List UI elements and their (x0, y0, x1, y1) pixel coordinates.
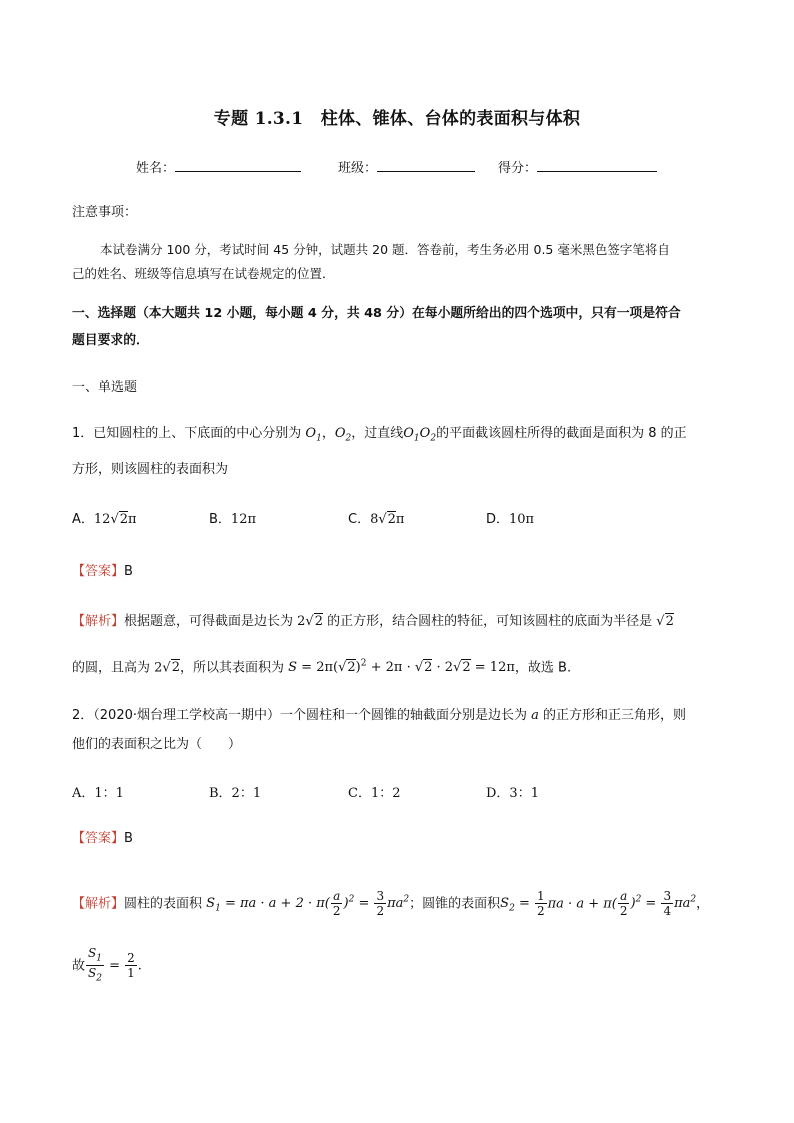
q1-option-c[interactable] (348, 510, 404, 530)
q2-stem-b: 的正方形和正三角形，则 (543, 708, 687, 723)
q2-formula-s2-c: )$^2$ = (630, 895, 661, 912)
q2-analysis-label: 【解析】 (72, 896, 125, 912)
score-blank[interactable] (537, 160, 657, 172)
q2-analysis-c: ， (696, 896, 710, 912)
q1-option-a[interactable] (72, 510, 137, 530)
q2-frac-3-over-2: $\frac{3}{2}$ (376, 889, 385, 919)
q1-stem-line-2: 方形，则该圆柱的表面积为 (72, 462, 229, 477)
q1-analysis-line-1 (72, 612, 674, 632)
q2-formula-s2-d: $\pi a^2$ (674, 895, 697, 912)
q2-formula-s2-b: πa · a + π( (547, 896, 617, 912)
q1-option-c-formula: 8√2π (370, 512, 405, 527)
q1-answer-label: 【答案】 (72, 564, 125, 579)
q2-conclusion (72, 946, 142, 986)
q1-analysis-a: 根据题意，可得截面是边长为 (124, 614, 294, 629)
q2-option-a[interactable]: A．1：1 (72, 786, 124, 801)
q2-formula-a: a (527, 708, 544, 723)
q1-option-c-label: C． (348, 512, 371, 527)
q2-answer-label: 【答案】 (72, 831, 125, 846)
q1-option-b-formula: 12π (230, 512, 257, 527)
q1-formula-side: 2√2 (293, 614, 323, 629)
sub-heading: 一、单选题 (72, 380, 138, 395)
q2-frac-2-over-1: $\frac{2}{1}$ (127, 951, 135, 981)
q2-answer-value: B (124, 831, 133, 846)
q1-answer-value: B (124, 564, 133, 579)
name-label: 姓名： (136, 161, 176, 176)
q2-conclusion-prefix: 故 (72, 958, 86, 974)
class-label: 班级： (338, 161, 378, 176)
q1-answer (72, 562, 133, 582)
q2-option-c[interactable]: C．1：2 (348, 786, 401, 801)
q2-formula-s1: $S_1 = \pi a \cdot a + 2 \cdot \pi$( (202, 896, 330, 914)
notice-line-1: 本试卷满分 100 分，考试时间 45 分钟，试题共 20 题．答卷前，考生务必用 0.5 毫米黑色签字笔将自 (100, 242, 670, 257)
q2-frac-1-over-2: $\frac{1}{2}$ (536, 889, 545, 919)
q2-formula-s1-b: )$^2$ = (343, 895, 374, 912)
notice-line-2: 己的姓名、班级等信息填写在试卷规定的位置． (72, 266, 335, 281)
q2-formula-s1-c: $\pi a^2$ (387, 895, 410, 912)
q1-formula-surface: $S = 2\pi(√2)^2 + 2\pi \cdot √2 \cdot 2√2 = 12\pi$ (288, 659, 515, 676)
q2-formula-end: . (137, 958, 142, 974)
q1-option-d-formula: 10π (509, 512, 535, 527)
q1-option-b[interactable] (209, 510, 256, 530)
q1-option-d[interactable] (486, 510, 534, 530)
q2-stem-line-1 (72, 706, 686, 726)
q2-frac-a-over-2: $\frac{a}{2}$ (332, 889, 341, 919)
q1-analysis-c: 的圆，且高为 (72, 660, 151, 676)
q2-analysis-a: 圆柱的表面积 (124, 896, 203, 912)
q1-formula-o1o2: $O_1O_2$ (403, 426, 437, 444)
section-heading-line-2: 题目要求的． (72, 333, 149, 348)
q1-analysis-line-2 (72, 654, 571, 678)
class-blank[interactable] (377, 160, 475, 172)
q1-option-d-label: D． (486, 512, 510, 527)
name-field-group (136, 157, 301, 176)
q2-frac-a-over-2-b: $\frac{a}{2}$ (619, 889, 628, 919)
q1-option-b-label: B． (209, 512, 231, 527)
page-title: 专题 1.3.1 柱体、锥体、台体的表面积与体积 (213, 109, 581, 129)
q1-stem-a: 1．已知圆柱的上、下底面的中心分别为 (72, 426, 302, 441)
q2-option-b[interactable]: B．2：1 (209, 786, 262, 801)
q2-answer (72, 829, 133, 849)
q1-analysis-label: 【解析】 (72, 614, 125, 629)
q1-stem-line-1: 1．已知圆柱的上、下底面的中心分别为 $O_1$，$O_2$，过直线$O_1O_2$的平面截该圆柱所得的截面是面积为 8 的正 (72, 426, 687, 444)
name-blank[interactable] (175, 160, 301, 172)
notice-heading: 注意事项： (72, 205, 138, 220)
q2-option-d[interactable]: D．3：1 (486, 786, 539, 801)
q2-formula-s2: $S_2$ = (500, 896, 534, 914)
q2-analysis-line-1 (72, 884, 709, 925)
q2-stem-line-2: 他们的表面积之比为（ ） (72, 737, 242, 752)
q2-frac-s1-over-s2: $\frac{S_1}{S_2}$ (88, 946, 102, 984)
class-field-group (338, 157, 475, 176)
q1-option-a-label: A． (72, 512, 94, 527)
q1-formula-o1: $O_1$ (301, 426, 322, 444)
q1-formula-height: 2√2 (150, 660, 180, 676)
q1-option-a-formula: 12√2π (93, 512, 137, 527)
score-label: 得分： (498, 161, 538, 176)
score-field-group (498, 157, 657, 176)
q1-formula-o2: $O_2$ (334, 426, 352, 444)
section-heading-line-1: 一、选择题（本大题共 12 小题，每小题 4 分，共 48 分）在每小题所给出的四个选项中，只有一项是符合 (72, 306, 681, 321)
q2-stem-a: 2．（2020·烟台理工学校高一期中）一个圆柱和一个圆锥的轴截面分别是边长为 (72, 708, 527, 723)
q2-frac-3-over-4: $\frac{3}{4}$ (663, 889, 672, 919)
q1-stem-c: 的平面截该圆柱所得的截面是面积为 8 的正 (436, 426, 687, 441)
q1-analysis-e: ，故选 B. (514, 660, 572, 676)
q1-stem-b: ，过直线 (351, 426, 404, 441)
q2-formula-eq: = (104, 958, 125, 974)
q2-analysis-b: ；圆锥的表面积 (409, 896, 501, 912)
q1-analysis-b: 的正方形，结合圆柱的特征，可知该圆柱的底面为半径是 (327, 614, 653, 629)
q1-analysis-d: ，所以其表面积为 (179, 660, 284, 676)
q1-formula-radius: √2 (652, 614, 674, 629)
